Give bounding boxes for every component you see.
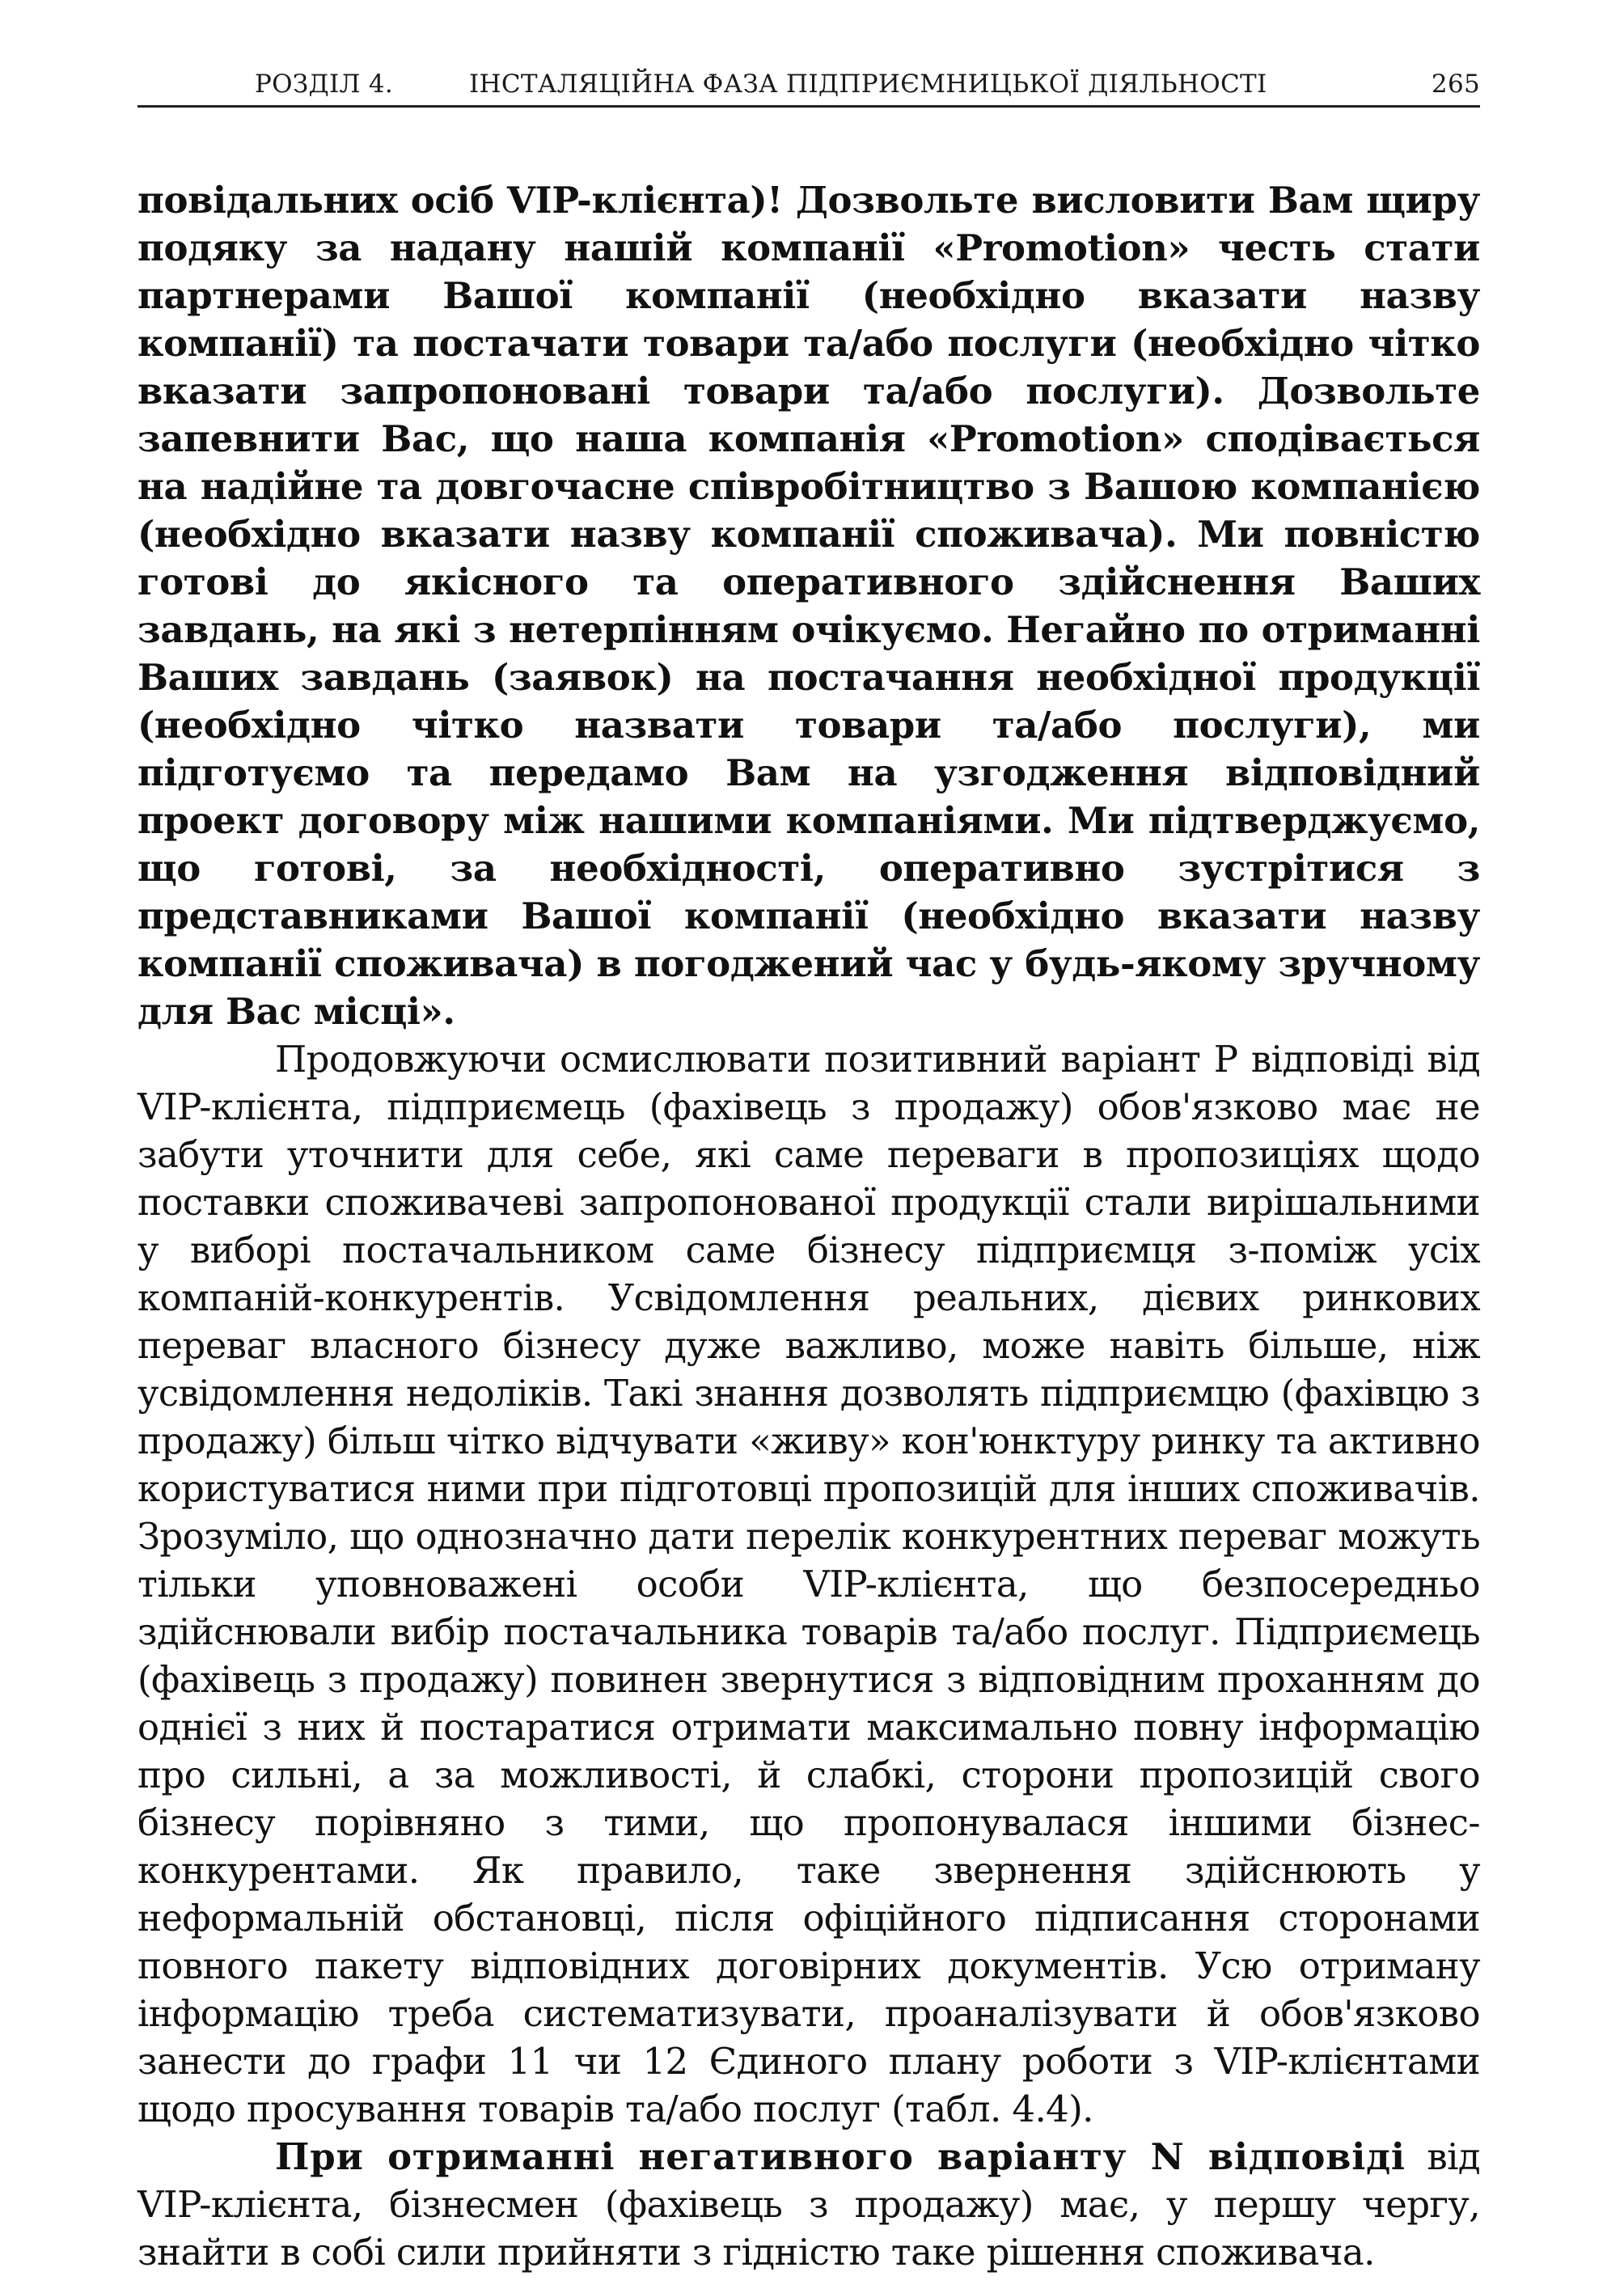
- negative-variant-paragraph: [137, 2133, 1480, 2276]
- page-body: [137, 176, 1480, 2276]
- page-number: 265: [1431, 70, 1480, 99]
- running-header: [137, 68, 1480, 110]
- chapter-title: ІНСТАЛЯЦІЙНА ФАЗА ПІДПРИЄМНИЦЬКОЇ ДІЯЛЬНОСТІ: [469, 70, 1267, 99]
- chapter-label: РОЗДІЛ 4.: [255, 70, 394, 99]
- book-page: [137, 0, 1480, 2293]
- header-rule: [137, 105, 1480, 108]
- body-paragraph: Продовжуючи осмислювати позитивний варіант P відповіді від VIP-клієнта, підприємець (фахівець з продажу) обов'язково має не забути уточнити для себе, які саме переваги в пропозиціях щодо поставки споживачеві запропонованої продукції стали вирішальними у виборі постачальником саме бізнесу підприємця з-поміж усіх компаній-конкурентів. Усвідомлення реальних, дієвих ринкових переваг власного бізнесу дуже важливо, може навіть більше, ніж усвідомлення недоліків. Такі знання дозволять підприємцю (фахівцю з продажу) більш чітко відчувати «живу» кон'юнктуру ринку та активно користуватися ними при підготовці пропозицій для інших споживачів. Зрозуміло, що однозначно дати перелік конкурентних переваг можуть тільки уповноважені особи VIP-клієнта, що безпосередньо здійснювали вибір постачальника товарів та/або послуг. Підприємець (фахівець з продажу) повинен звернутися з відповідним проханням до однієї з них й постаратися отримати максимально повну інформацію про сильні, а за можливості, й слабкі, сторони пропозицій свого бізнесу порівняно з тими, що пропонувалася іншими бізнес-конкурентами. Як правило, таке звернення здійснюють у неформальній обстановці, після офіційного підписання сторонами повного пакету відповідних договірних документів. Усю отриману інформацію треба систематизувати, проаналізувати й обов'язково занести до графи 11 чи 12 Єдиного плану роботи з VIP-клієнтами щодо просування товарів та/або послуг (табл. 4.4).: [137, 1038, 1480, 2130]
- bold-letter-paragraph: повідальних осіб VIP-клієнта)! Дозвольте висловити Вам щиру подяку за надану нашій компанії «Promotion» честь стати партнерами Вашої компанії (необхідно вказати назву компанії) та постачати товари та/або послуги (необхідно чітко вказати запропоновані товари та/або послуги). Дозвольте запевнити Вас, що наша компанія «Promotion» сподівається на надійне та довгочасне співробітництво з Вашою компанією (необхідно вказати назву компанії споживача). Ми повністю готові до якісного та оперативного здійснення Ваших завдань, на які з нетерпінням очікуємо. Негайно по отриманні Ваших завдань (заявок) на постачання необхідної продукції (необхідно чітко назвати товари та/або послуги), ми підготуємо та передамо Вам на узгодження відповідний проект договору між нашими компаніями. Ми підтверджуємо, що готові, за необхідності, оперативно зустрітися з представниками Вашої компанії (необхідно вказати назву компанії споживача) в погоджений час у будь-якому зручному для Вас місці».: [137, 179, 1480, 1033]
- bold-lead-phrase: При отриманні негативного варіанту N відповіді: [275, 2135, 1406, 2178]
- paragraph-continuation: від VIP-клієнта, бізнесмен (фахівець з продажу) має, у першу чергу, знайти в собі сили прийняти з гідністю таке рішення споживача.: [137, 2135, 1481, 2274]
